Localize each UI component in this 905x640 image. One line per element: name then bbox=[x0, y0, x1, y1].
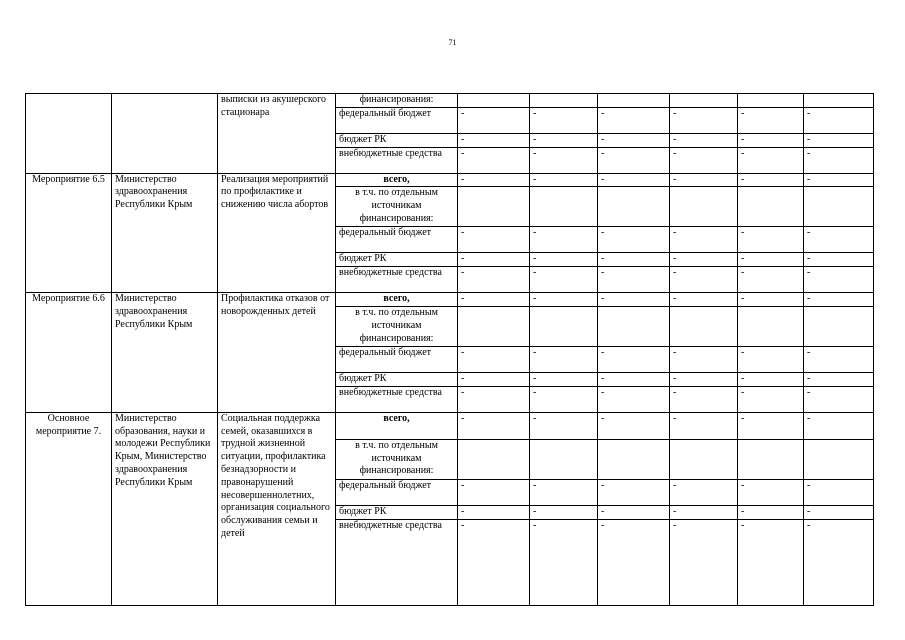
amount-cell: - bbox=[738, 227, 804, 253]
funding-source-cell: федеральный бюджет bbox=[336, 346, 458, 372]
amount-cell: - bbox=[458, 346, 530, 372]
funding-source-cell: федеральный бюджет bbox=[336, 479, 458, 505]
amount-cell bbox=[598, 439, 670, 479]
funding-table bbox=[25, 93, 874, 606]
amount-cell: - bbox=[458, 147, 530, 173]
amount-cell: - bbox=[598, 412, 670, 439]
description-cell: выписки из акушерского стационара bbox=[218, 94, 336, 174]
page-number: 71 bbox=[448, 38, 457, 47]
amount-cell bbox=[458, 187, 530, 227]
table-row bbox=[26, 173, 874, 187]
amount-cell: - bbox=[738, 107, 804, 133]
description-cell: Профилактика отказов от новорожденных детей bbox=[218, 293, 336, 413]
amount-cell: - bbox=[598, 253, 670, 267]
amount-cell: - bbox=[804, 293, 874, 307]
amount-cell: - bbox=[804, 253, 874, 267]
amount-cell: - bbox=[598, 505, 670, 519]
amount-cell: - bbox=[598, 386, 670, 412]
amount-cell: - bbox=[458, 133, 530, 147]
amount-cell: - bbox=[738, 147, 804, 173]
amount-cell: - bbox=[530, 133, 598, 147]
amount-cell: - bbox=[804, 107, 874, 133]
amount-cell: - bbox=[804, 346, 874, 372]
amount-cell: - bbox=[670, 227, 738, 253]
executor-cell: Министерство здравоохранения Республики Крым bbox=[112, 173, 218, 293]
amount-cell: - bbox=[530, 173, 598, 187]
amount-cell: - bbox=[670, 253, 738, 267]
amount-cell: - bbox=[598, 479, 670, 505]
amount-cell bbox=[530, 187, 598, 227]
amount-cell: - bbox=[804, 505, 874, 519]
table-row bbox=[26, 412, 874, 439]
funding-source-cell: федеральный бюджет bbox=[336, 227, 458, 253]
amount-cell: - bbox=[458, 479, 530, 505]
funding-source-cell: внебюджетные средства bbox=[336, 386, 458, 412]
funding-source-cell: внебюджетные средства bbox=[336, 267, 458, 293]
amount-cell: - bbox=[738, 267, 804, 293]
table-row bbox=[26, 94, 874, 108]
amount-cell: - bbox=[804, 133, 874, 147]
funding-source-cell: всего, bbox=[336, 412, 458, 439]
amount-cell: - bbox=[738, 519, 804, 605]
amount-cell: - bbox=[598, 519, 670, 605]
amount-cell bbox=[804, 187, 874, 227]
amount-cell: - bbox=[530, 412, 598, 439]
activity-cell: Мероприятие 6.5 bbox=[26, 173, 112, 293]
funding-source-cell: федеральный бюджет bbox=[336, 107, 458, 133]
amount-cell: - bbox=[670, 386, 738, 412]
executor-cell: Министерство образования, науки и молодежи Республики Крым, Министерство здравоохранения Республики Крым bbox=[112, 412, 218, 605]
amount-cell bbox=[458, 94, 530, 108]
amount-cell: - bbox=[670, 519, 738, 605]
amount-cell bbox=[530, 306, 598, 346]
amount-cell: - bbox=[598, 107, 670, 133]
funding-source-cell: в т.ч. по отдельным источникам финансирования: bbox=[336, 187, 458, 227]
amount-cell: - bbox=[804, 173, 874, 187]
amount-cell: - bbox=[670, 505, 738, 519]
amount-cell: - bbox=[670, 133, 738, 147]
table-row bbox=[26, 293, 874, 307]
funding-source-cell: в т.ч. по отдельным источникам финансирования: bbox=[336, 306, 458, 346]
amount-cell bbox=[738, 306, 804, 346]
amount-cell: - bbox=[530, 253, 598, 267]
amount-cell: - bbox=[670, 372, 738, 386]
amount-cell bbox=[598, 187, 670, 227]
funding-source-cell: финансирования: bbox=[336, 94, 458, 108]
amount-cell: - bbox=[458, 386, 530, 412]
funding-source-cell: бюджет РК bbox=[336, 253, 458, 267]
amount-cell: - bbox=[458, 293, 530, 307]
amount-cell: - bbox=[530, 519, 598, 605]
amount-cell: - bbox=[738, 346, 804, 372]
funding-source-cell: всего, bbox=[336, 293, 458, 307]
amount-cell bbox=[458, 439, 530, 479]
amount-cell: - bbox=[670, 267, 738, 293]
amount-cell bbox=[530, 94, 598, 108]
amount-cell: - bbox=[738, 173, 804, 187]
amount-cell: - bbox=[598, 267, 670, 293]
funding-source-cell: бюджет РК bbox=[336, 505, 458, 519]
amount-cell: - bbox=[458, 372, 530, 386]
amount-cell: - bbox=[598, 147, 670, 173]
amount-cell: - bbox=[530, 147, 598, 173]
amount-cell: - bbox=[804, 519, 874, 605]
amount-cell: - bbox=[530, 346, 598, 372]
executor-cell: Министерство здравоохранения Республики Крым bbox=[112, 293, 218, 413]
amount-cell: - bbox=[670, 346, 738, 372]
funding-source-cell: в т.ч. по отдельным источникам финансирования: bbox=[336, 439, 458, 479]
amount-cell: - bbox=[530, 479, 598, 505]
amount-cell: - bbox=[598, 372, 670, 386]
funding-source-cell: внебюджетные средства bbox=[336, 147, 458, 173]
amount-cell: - bbox=[458, 173, 530, 187]
amount-cell bbox=[738, 439, 804, 479]
amount-cell: - bbox=[738, 479, 804, 505]
amount-cell: - bbox=[458, 505, 530, 519]
description-cell: Реализация мероприятий по профилактике и снижению числа абортов bbox=[218, 173, 336, 293]
amount-cell: - bbox=[598, 293, 670, 307]
amount-cell: - bbox=[804, 386, 874, 412]
amount-cell: - bbox=[670, 147, 738, 173]
amount-cell bbox=[598, 94, 670, 108]
amount-cell: - bbox=[530, 267, 598, 293]
amount-cell: - bbox=[598, 346, 670, 372]
amount-cell: - bbox=[738, 412, 804, 439]
funding-source-cell: бюджет РК bbox=[336, 372, 458, 386]
funding-source-cell: бюджет РК bbox=[336, 133, 458, 147]
funding-source-cell: внебюджетные средства bbox=[336, 519, 458, 605]
amount-cell bbox=[598, 306, 670, 346]
amount-cell: - bbox=[738, 133, 804, 147]
amount-cell: - bbox=[458, 519, 530, 605]
funding-source-cell: всего, bbox=[336, 173, 458, 187]
amount-cell: - bbox=[598, 133, 670, 147]
amount-cell: - bbox=[738, 505, 804, 519]
amount-cell: - bbox=[458, 412, 530, 439]
amount-cell: - bbox=[804, 412, 874, 439]
activity-cell: Мероприятие 6.6 bbox=[26, 293, 112, 413]
amount-cell bbox=[804, 94, 874, 108]
amount-cell bbox=[458, 306, 530, 346]
amount-cell bbox=[670, 439, 738, 479]
amount-cell: - bbox=[804, 227, 874, 253]
amount-cell: - bbox=[530, 386, 598, 412]
amount-cell bbox=[738, 187, 804, 227]
amount-cell: - bbox=[458, 107, 530, 133]
amount-cell bbox=[804, 306, 874, 346]
amount-cell: - bbox=[530, 227, 598, 253]
amount-cell: - bbox=[598, 173, 670, 187]
amount-cell: - bbox=[458, 267, 530, 293]
amount-cell: - bbox=[670, 107, 738, 133]
activity-cell: Основное мероприятие 7. bbox=[26, 412, 112, 605]
amount-cell: - bbox=[804, 147, 874, 173]
amount-cell: - bbox=[530, 293, 598, 307]
amount-cell: - bbox=[670, 173, 738, 187]
amount-cell bbox=[530, 439, 598, 479]
description-cell: Социальная поддержка семей, оказавшихся в трудной жизненной ситуации, профилактика безнадзорности и правонарушений несовершеннолетних, организация социального обслуживания семьи и детей bbox=[218, 412, 336, 605]
amount-cell: - bbox=[670, 479, 738, 505]
amount-cell: - bbox=[530, 372, 598, 386]
amount-cell: - bbox=[738, 372, 804, 386]
activity-cell bbox=[26, 94, 112, 174]
executor-cell bbox=[112, 94, 218, 174]
amount-cell bbox=[670, 306, 738, 346]
amount-cell bbox=[670, 94, 738, 108]
amount-cell bbox=[738, 94, 804, 108]
amount-cell bbox=[670, 187, 738, 227]
amount-cell: - bbox=[458, 253, 530, 267]
amount-cell: - bbox=[804, 372, 874, 386]
amount-cell: - bbox=[670, 412, 738, 439]
amount-cell bbox=[804, 439, 874, 479]
amount-cell: - bbox=[804, 267, 874, 293]
amount-cell: - bbox=[530, 107, 598, 133]
amount-cell: - bbox=[738, 293, 804, 307]
amount-cell: - bbox=[670, 293, 738, 307]
amount-cell: - bbox=[530, 505, 598, 519]
amount-cell: - bbox=[598, 227, 670, 253]
amount-cell: - bbox=[458, 227, 530, 253]
amount-cell: - bbox=[804, 479, 874, 505]
amount-cell: - bbox=[738, 386, 804, 412]
amount-cell: - bbox=[738, 253, 804, 267]
